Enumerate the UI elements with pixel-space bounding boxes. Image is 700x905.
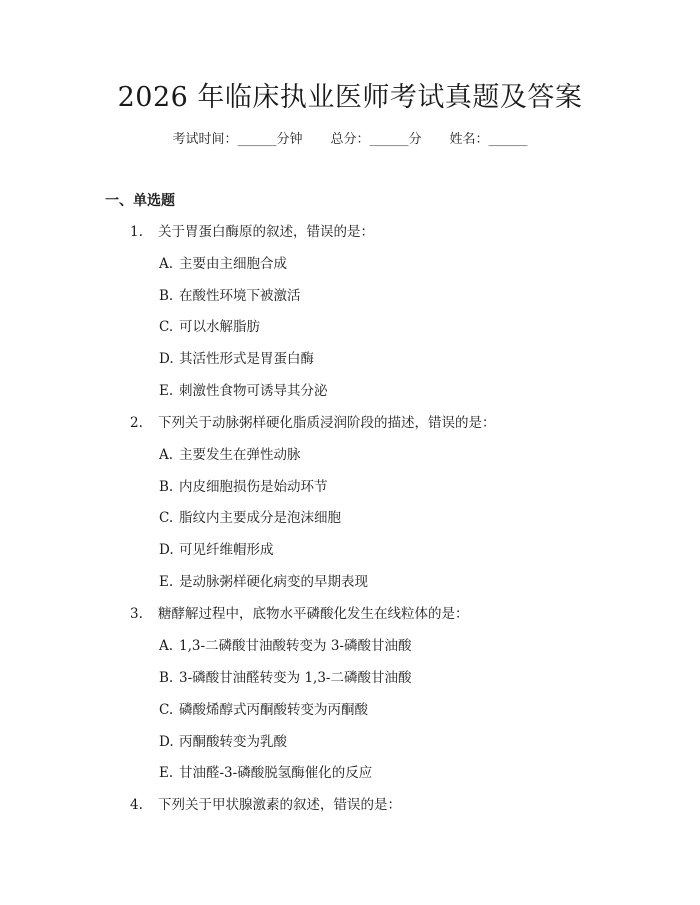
option-text: 其活性形式是胃蛋白酶 bbox=[179, 351, 314, 367]
question-3 bbox=[130, 604, 469, 624]
question-number: 1. bbox=[130, 224, 143, 240]
document-title: 2026 年临床执业医师考试真题及答案 bbox=[117, 82, 583, 113]
option-letter: B. bbox=[159, 670, 174, 686]
option-3e bbox=[159, 763, 372, 783]
option-1d bbox=[159, 349, 314, 369]
option-3a bbox=[159, 636, 411, 656]
option-letter: D. bbox=[159, 351, 174, 367]
option-text: 甘油醛-3-磷酸脱氢酶催化的反应 bbox=[179, 765, 373, 781]
option-3c bbox=[159, 700, 368, 720]
option-text: 3-磷酸甘油醛转变为 1,3-二磷酸甘油酸 bbox=[179, 670, 412, 686]
question-number: 3. bbox=[130, 606, 143, 622]
question-number: 2. bbox=[130, 415, 143, 431]
option-1a bbox=[159, 254, 287, 274]
option-text: 可以水解脂肪 bbox=[179, 319, 260, 335]
exam-meta-line bbox=[0, 130, 700, 150]
option-2a bbox=[159, 445, 301, 465]
section-heading: 一、单选题 bbox=[105, 193, 175, 209]
option-3d bbox=[159, 732, 287, 752]
option-1e bbox=[159, 381, 328, 401]
option-text: 在酸性环境下被激活 bbox=[179, 288, 301, 304]
exam-time-label: 考试时间： bbox=[172, 132, 238, 147]
option-2d bbox=[159, 540, 274, 560]
option-1b bbox=[159, 286, 301, 306]
option-letter: C. bbox=[159, 319, 174, 335]
option-letter: E. bbox=[159, 765, 174, 781]
name-label: 姓名： bbox=[449, 132, 489, 147]
option-text: 刺激性食物可诱导其分泌 bbox=[179, 383, 328, 399]
option-2e bbox=[159, 572, 368, 592]
option-text: 主要发生在弹性动脉 bbox=[179, 447, 301, 463]
option-text: 磷酸烯醇式丙酮酸转变为丙酮酸 bbox=[179, 702, 368, 718]
option-text: 可见纤维帽形成 bbox=[179, 542, 274, 558]
option-letter: B. bbox=[159, 288, 174, 304]
option-text: 是动脉粥样硬化病变的早期表现 bbox=[179, 574, 368, 590]
option-2b bbox=[159, 477, 328, 497]
total-score-blank: ______ bbox=[369, 132, 409, 147]
option-letter: A. bbox=[159, 638, 174, 654]
option-letter: A. bbox=[159, 256, 174, 272]
option-text: 丙酮酸转变为乳酸 bbox=[179, 734, 287, 750]
option-letter: D. bbox=[159, 734, 174, 750]
name-blank: ______ bbox=[488, 132, 528, 147]
option-2c bbox=[159, 508, 341, 528]
option-text: 内皮细胞损伤是始动环节 bbox=[179, 479, 328, 495]
option-letter: A. bbox=[159, 447, 174, 463]
exam-time-unit: 分钟 bbox=[276, 132, 303, 147]
option-text: 主要由主细胞合成 bbox=[179, 256, 287, 272]
question-text: 下列关于甲状腺激素的叙述，错误的是： bbox=[158, 797, 401, 813]
question-2 bbox=[130, 413, 496, 433]
option-letter: C. bbox=[159, 510, 174, 526]
exam-time-blank: ______ bbox=[237, 132, 277, 147]
option-letter: D. bbox=[159, 542, 174, 558]
total-score-label: 总分： bbox=[330, 132, 370, 147]
question-4 bbox=[130, 795, 401, 815]
total-score-unit: 分 bbox=[408, 132, 422, 147]
question-text: 糖酵解过程中，底物水平磷酸化发生在线粒体的是： bbox=[158, 606, 469, 622]
option-letter: B. bbox=[159, 479, 174, 495]
question-number: 4. bbox=[130, 797, 143, 813]
question-1 bbox=[130, 222, 374, 242]
option-letter: E. bbox=[159, 574, 174, 590]
option-letter: E. bbox=[159, 383, 174, 399]
question-text: 关于胃蛋白酶原的叙述，错误的是： bbox=[158, 224, 374, 240]
option-letter: C. bbox=[159, 702, 174, 718]
option-text: 脂纹内主要成分是泡沫细胞 bbox=[179, 510, 341, 526]
question-text: 下列关于动脉粥样硬化脂质浸润阶段的描述，错误的是： bbox=[158, 415, 496, 431]
option-1c bbox=[159, 317, 260, 337]
option-3b bbox=[159, 668, 411, 688]
option-text: 1,3-二磷酸甘油酸转变为 3-磷酸甘油酸 bbox=[179, 638, 412, 654]
